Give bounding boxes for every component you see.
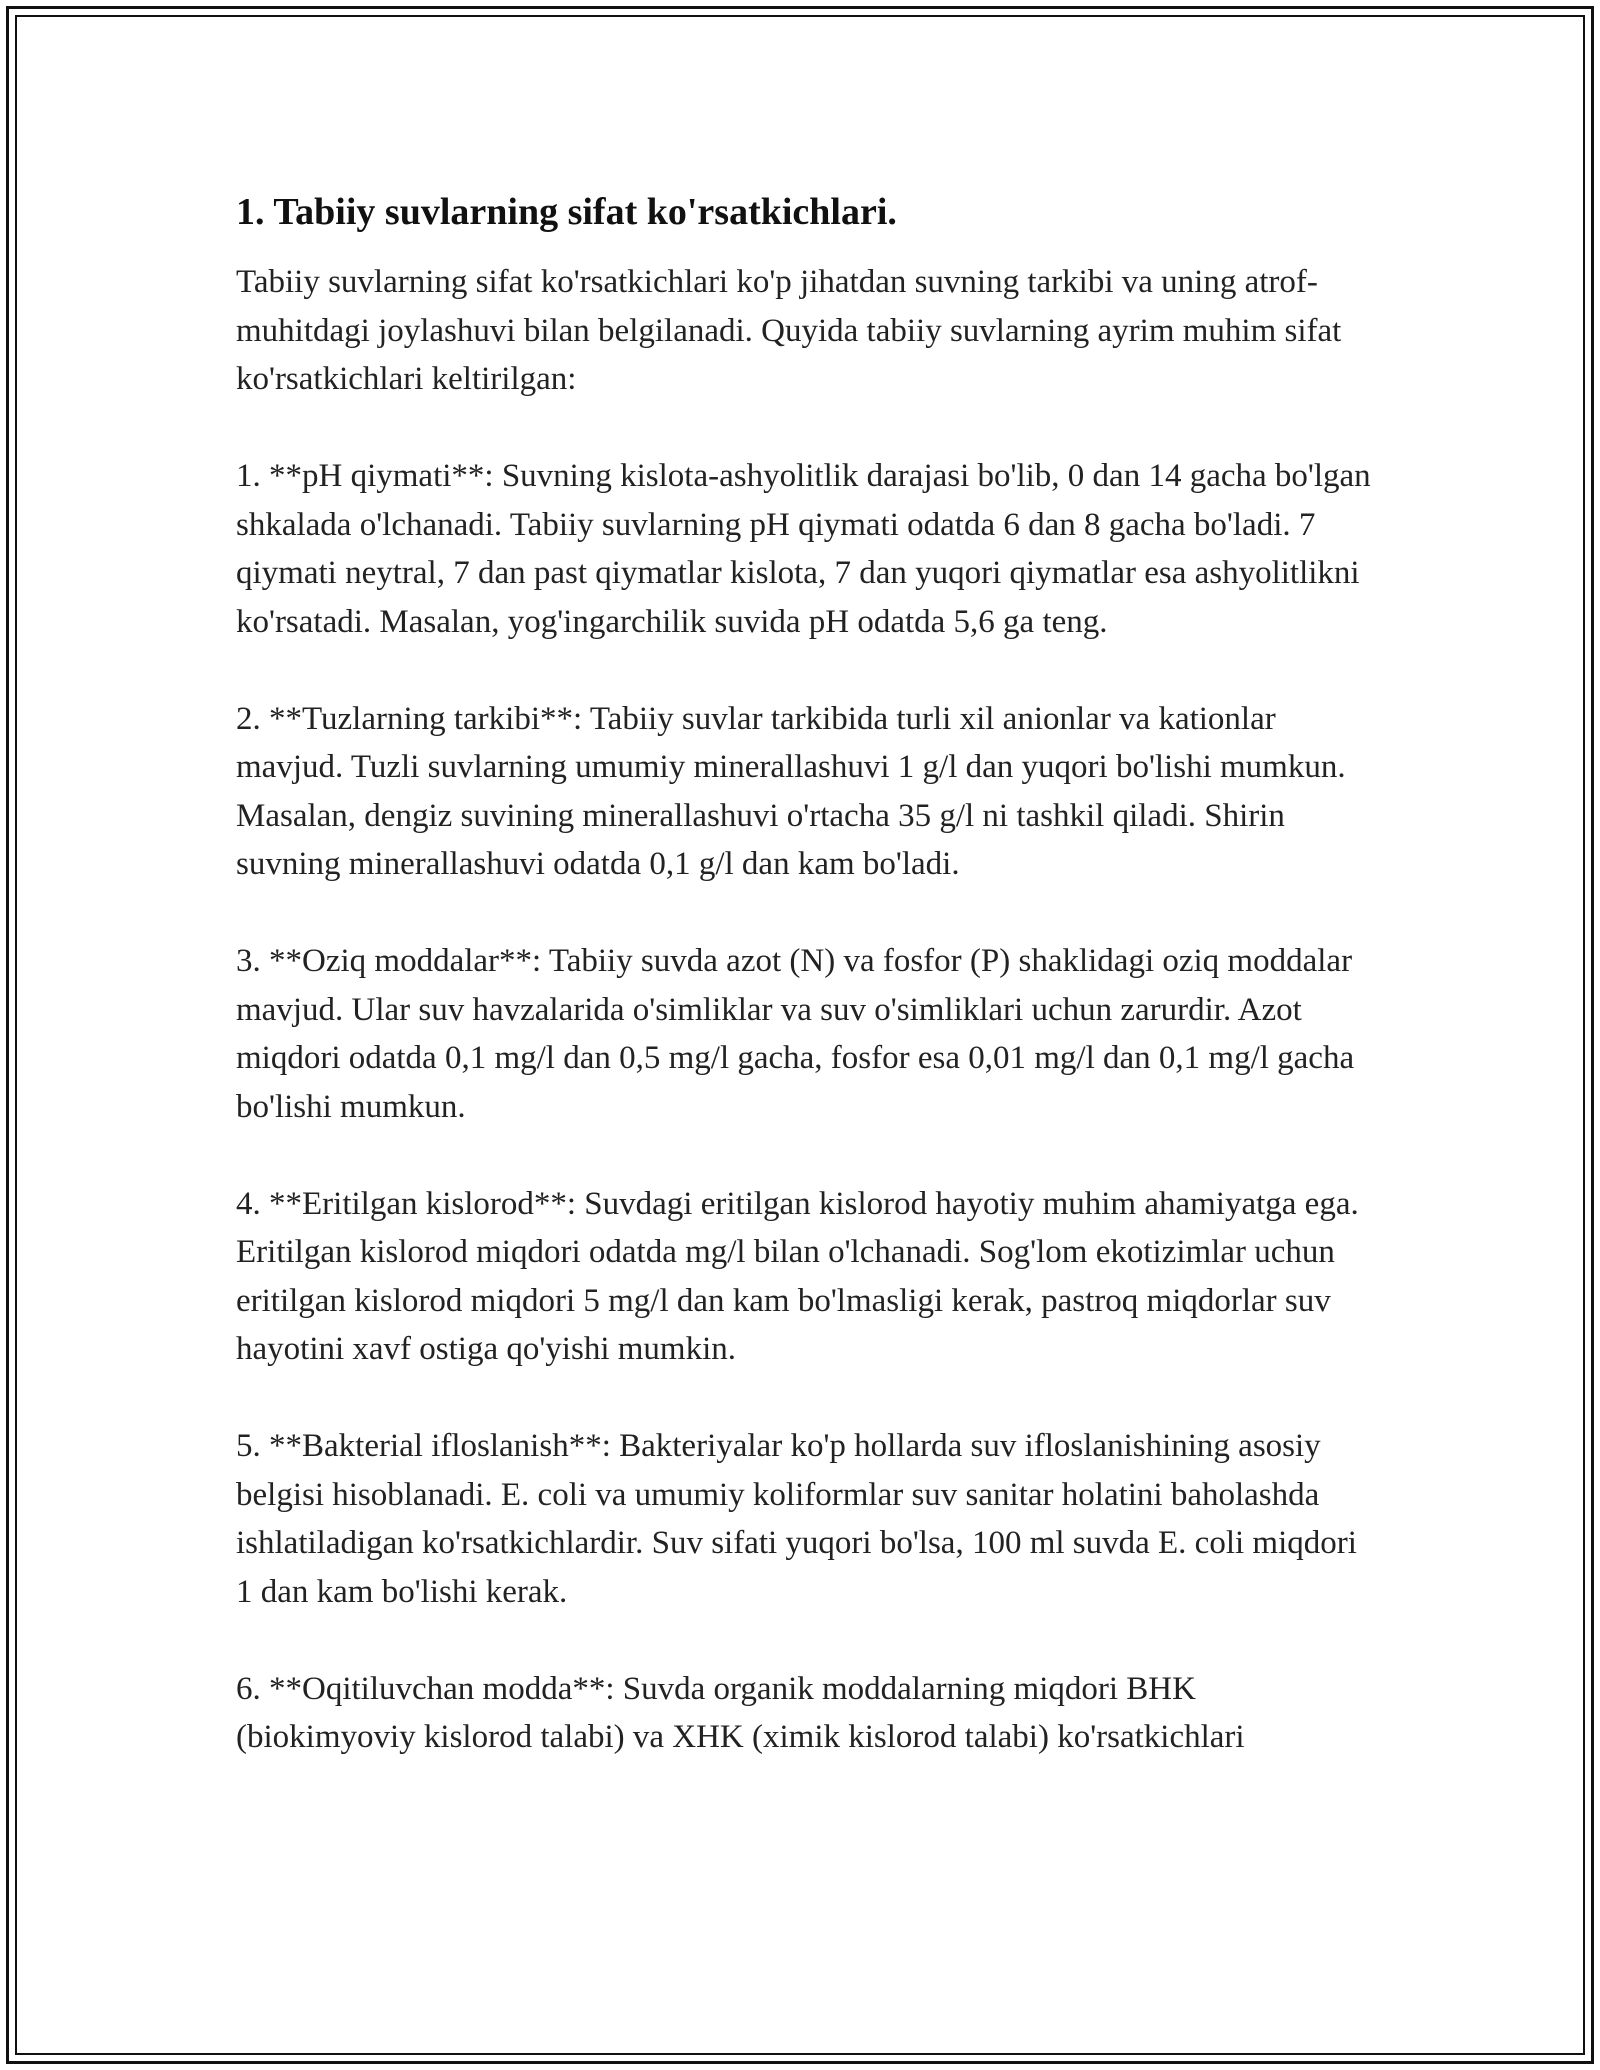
organic-matter-paragraph: 6. **Oqitiluvchan modda**: Suvda organik moddalarning miqdori BHK (biokimyoviy kislorod talabi) va XHK (ximik kislorod talabi) ko'rsatkichlari: [236, 1670, 1245, 1755]
ph-paragraph: 1. **pH qiymati**: Suvning kislota-ashyolitlik darajasi bo'lib, 0 dan 14 gacha bo'lgan shkalada o'lchanadi. Tabiiy suvlarning pH qiymati odatda 6 dan 8 gacha bo'ladi. 7 qiymati neytral, 7 dan past qiymatlar kislota, 7 dan yuqori qiymatlar esa ashyolitlikni ko'rsatadi. Masalan, yog'ingarchilik suvida pH odatda 5,6 ga teng.: [236, 458, 1371, 640]
nutrients-paragraph: 3. **Oziq moddalar**: Tabiiy suvda azot (N) va fosfor (P) shaklidagi oziq moddalar mavjud. Ular suv havzalarida o'simliklar va suv o'simliklari uchun zarurdir. Azot miqdori odatda 0,1 mg/l dan 0,5 mg/l gacha, fosfor esa 0,01 mg/l dan 0,1 mg/l gacha bo'lishi mumkun.: [236, 943, 1355, 1125]
section-heading: 1. Tabiiy suvlarning sifat ko'rsatkichlari.: [236, 191, 897, 233]
intro-paragraph: Tabiiy suvlarning sifat ko'rsatkichlari ko'p jihatdan suvning tarkibi va uning atrof-muhitdagi joylashuvi bilan belgilanadi. Quyida tabiiy suvlarning ayrim muhim sifat ko'rsatkichlari keltirilgan:: [236, 264, 1342, 397]
bacterial-pollution-paragraph: 5. **Bakterial ifloslanish**: Bakteriyalar ko'p hollarda suv ifloslanishining asosiy belgisi hisoblanadi. E. coli va umumiy koliformlar suv sanitar holatini baholashda ishlatiladigan ko'rsatkichlardir. Suv sifati yuqori bo'lsa, 100 ml suvda E. coli miqdori 1 dan kam bo'lishi kerak.: [236, 1428, 1357, 1610]
salts-paragraph: 2. **Tuzlarning tarkibi**: Tabiiy suvlar tarkibida turli xil anionlar va kationlar mavjud. Tuzli suvlarning umumiy minerallashuvi 1 g/l dan yuqori bo'lishi mumkun. Masalan, dengiz suvining minerallashuvi o'rtacha 35 g/l ni tashkil qiladi. Shirin suvning minerallashuvi odatda 0,1 g/l dan kam bo'ladi.: [236, 700, 1346, 882]
dissolved-oxygen-paragraph: 4. **Eritilgan kislorod**: Suvdagi eritilgan kislorod hayotiy muhim ahamiyatga ega. Eritilgan kislorod miqdori odatda mg/l bilan o'lchanadi. Sog'lom ekotizimlar uchun eritilgan kislorod miqdori 5 mg/l dan kam bo'lmasligi kerak, pastroq miqdorlar suv hayotini xavf ostiga qo'yishi mumkin.: [236, 1185, 1359, 1367]
document-body: [236, 188, 1376, 1810]
